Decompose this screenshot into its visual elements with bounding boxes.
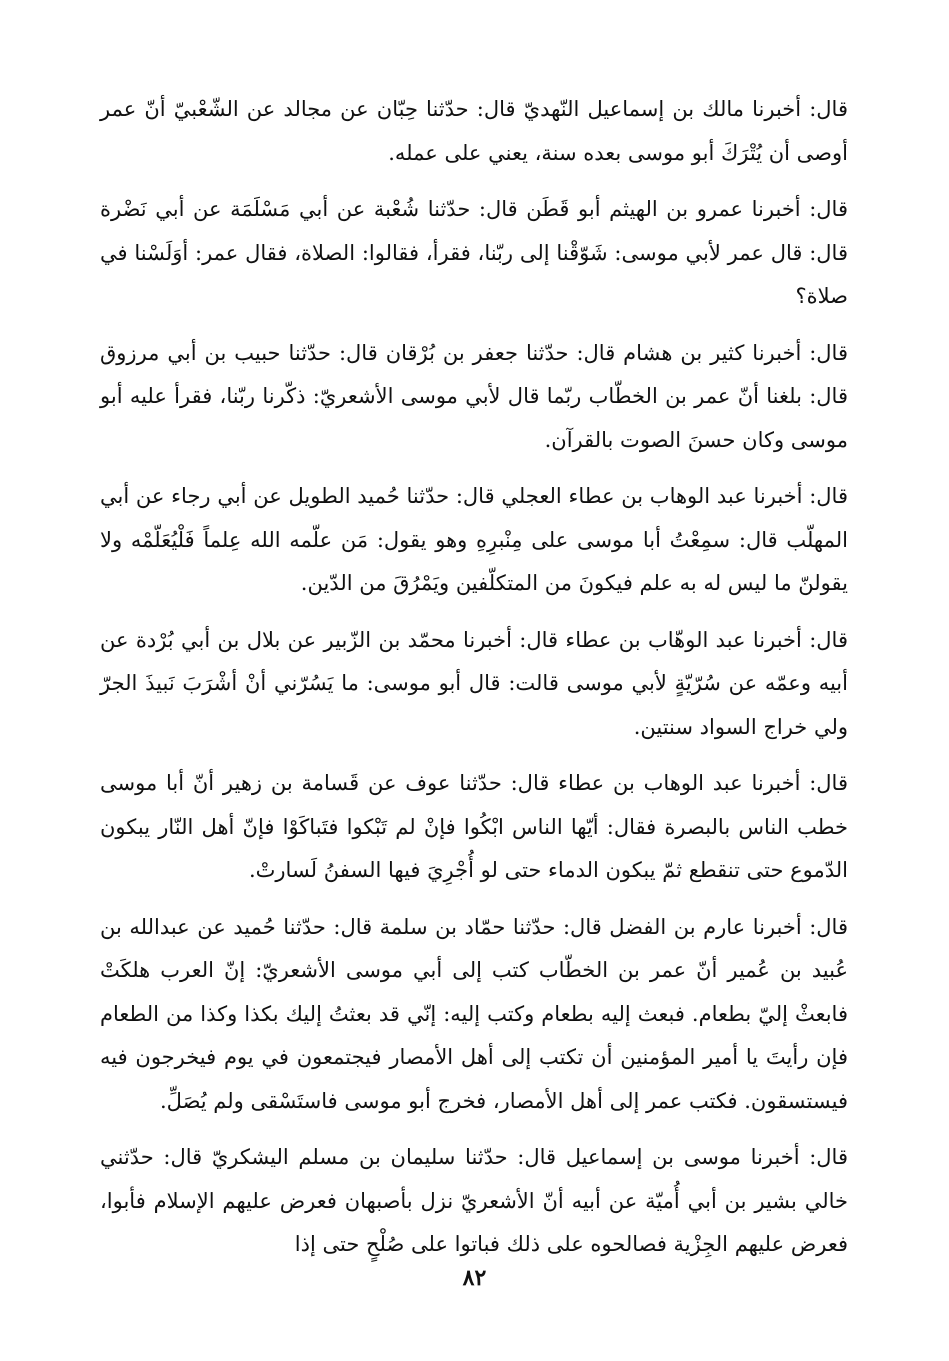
paragraph-4: قال: أخبرنا عبد الوهاب بن عطاء العجلي قال: حدّثنا حُميد الطويل عن أبي رجاء عن أبي المهلّب قال: سمِعْتُ أبا موسى على مِنْبرِهِ وهو يقول: مَن علّمه الله عِلماً فَلْيُعَلّمْه ولا يقولنّ ما ليس له به علم فيكونَ من المتكلّفين ويَمْرُقَ من الدّين. <box>100 484 848 595</box>
paragraph-3: قال: أخبرنا كثير بن هشام قال: حدّثنا جعفر بن بُرْقان قال: حدّثنا حبيب بن أبي مرزوق قال: بلغنا أنّ عمر بن الخطّاب ربّما قال لأبي موسى الأشعريّ: ذكّرنا ربّنا، فقرأ عليه أبو موسى وكان حسنَ الصوت بالقرآن. <box>100 340 848 452</box>
page-number: ٨٢ <box>462 1265 487 1291</box>
paragraph-2: قال: أخبرنا عمرو بن الهيثم أبو قَطَن قال: حدّثنا شُعْبة عن أبي مَسْلَمَة عن أبي نَضْرة قال: قال عمر لأبي موسى: شَوّقْنا إلى ربّنا، فقرأ، فقالوا: الصلاة، فقال عمر: أوَلَسْنا في صلاة؟ <box>100 197 848 308</box>
paragraph-5: قال: أخبرنا عبد الوهّاب بن عطاء قال: أخبرنا محمّد بن الزّبير عن بلال بن أبي بُرْدة عن أبيه وعمّه عن سُرّيّةٍ لأبي موسى قالت: قال أبو موسى: ما يَسُرّني أنْ أشْرَبَ نَبيذَ الجرّ ولي خراج السواد سنتين. <box>100 627 848 739</box>
paragraph-8: قال: أخبرنا موسى بن إسماعيل قال: حدّثنا سليمان بن مسلم اليشكريّ قال: حدّثني خالي بشير بن أبي أُميّة عن أبيه أنّ الأشعريّ نزل بأصبهان فعرض عليهم الإسلام فأبوا، فعرض عليهم الجِزْية فصالحوه على ذلك فباتوا على صُلْحٍ حتى إذا <box>100 1145 848 1256</box>
page-body <box>100 88 848 1280</box>
paragraph-7: قال: أخبرنا عارم بن الفضل قال: حدّثنا حمّاد بن سلمة قال: حدّثنا حُميد عن عبدالله بن عُبيد بن عُمير أنّ عمر بن الخطّاب كتب إلى أبي موسى الأشعريّ: إنّ العرب هلكَتْ فابعثْ إليّ بطعام. فبعث إليه بطعام وكتب إليه: إنّي قد بعثتُ إليك بكذا وكذا من الطعام فإن رأيتَ يا أمير المؤمنين أن تكتب إلى أهل الأمصار فيجتمعون في يوم فيخرجون فيه فيستسقون. فكتب عمر إلى أهل الأمصار، فخرج أبو موسى فاستَسْقى ولم يُصَلِّ. <box>100 914 848 1113</box>
paragraph-6: قال: أخبرنا عبد الوهاب بن عطاء قال: حدّثنا عوف عن قَسامة بن زهير أنّ أبا موسى خطب الناس بالبصرة فقال: أيّها الناس ابْكُوا فإنْ لم تَبْكوا فتَباكَوْا فإنّ أهل النّار يبكون الدّموع حتى تنقطع ثمّ يبكون الدماء حتى لو أُجْرِيَ فيها السفنُ لَسارتْ. <box>100 771 848 882</box>
paragraph-1: قال: أخبرنا مالك بن إسماعيل النّهديّ قال: حدّثنا حِبّان عن مجالد عن الشّعْبيّ أنّ عمر أوصى أن يُتْرَكَ أبو موسى بعده سنة، يعني على عمله. <box>100 97 848 165</box>
